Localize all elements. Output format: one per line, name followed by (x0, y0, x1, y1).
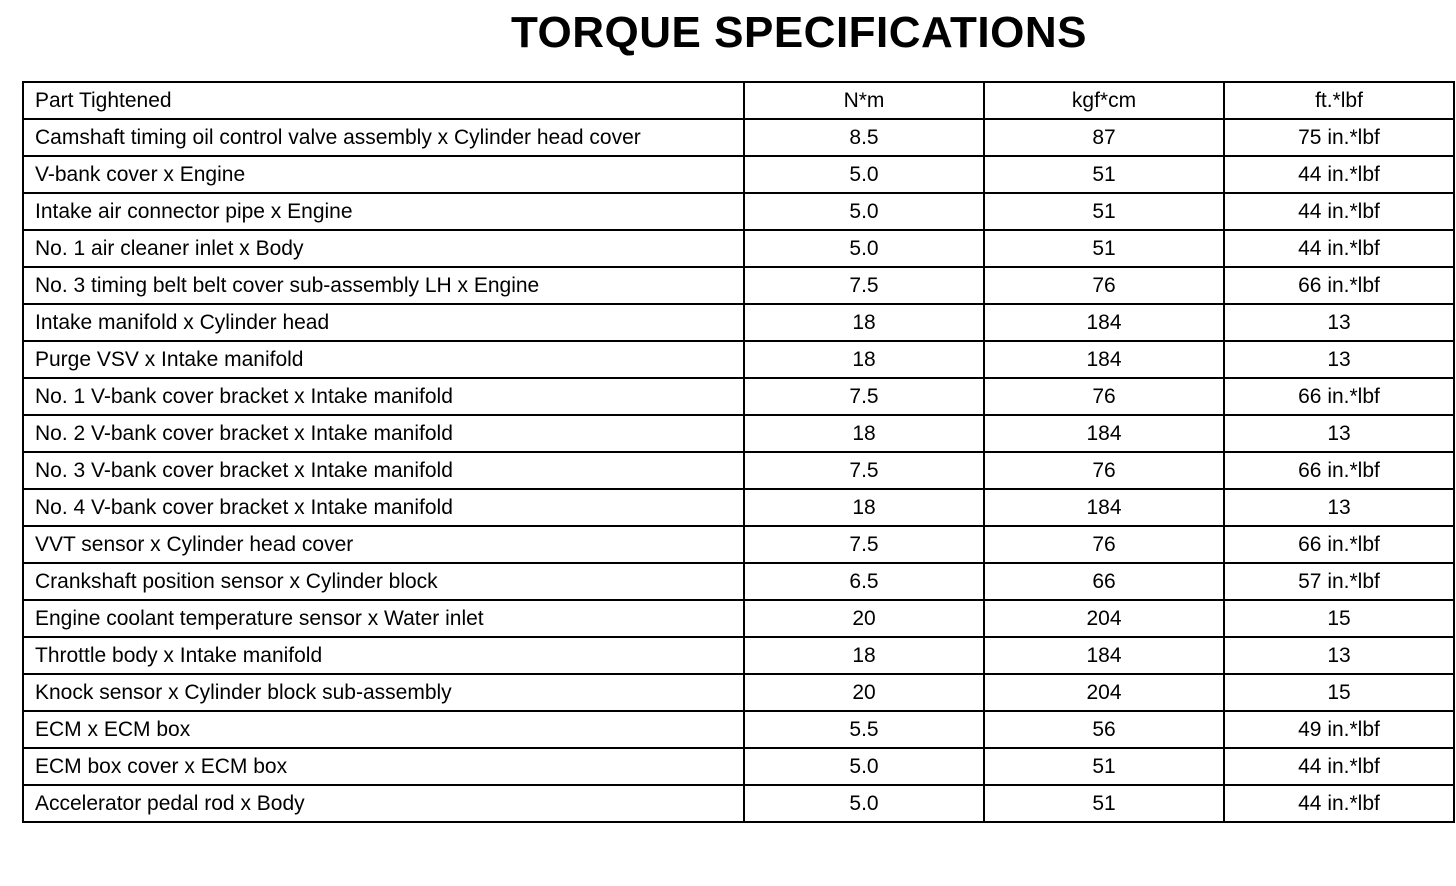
cell-ftlbf: 13 (1224, 341, 1454, 378)
cell-kgf: 184 (984, 637, 1224, 674)
cell-kgf: 51 (984, 193, 1224, 230)
cell-kgf: 51 (984, 748, 1224, 785)
cell-nm: 6.5 (744, 563, 984, 600)
cell-nm: 18 (744, 415, 984, 452)
cell-kgf: 204 (984, 674, 1224, 711)
cell-part: Knock sensor x Cylinder block sub-assembly (23, 674, 744, 711)
cell-nm: 7.5 (744, 526, 984, 563)
cell-ftlbf: 15 (1224, 600, 1454, 637)
cell-part: Purge VSV x Intake manifold (23, 341, 744, 378)
cell-part: Intake air connector pipe x Engine (23, 193, 744, 230)
table-row (23, 563, 1454, 600)
cell-part: ECM box cover x ECM box (23, 748, 744, 785)
cell-ftlbf: 66 in.*lbf (1224, 526, 1454, 563)
cell-ftlbf: 13 (1224, 489, 1454, 526)
cell-nm: 7.5 (744, 267, 984, 304)
cell-kgf: 184 (984, 341, 1224, 378)
cell-kgf: 76 (984, 452, 1224, 489)
cell-part: Camshaft timing oil control valve assembly x Cylinder head cover (23, 119, 744, 156)
cell-part: No. 3 V-bank cover bracket x Intake manifold (23, 452, 744, 489)
cell-ftlbf: 44 in.*lbf (1224, 230, 1454, 267)
cell-kgf: 76 (984, 526, 1224, 563)
table-body (23, 119, 1454, 822)
table-row (23, 415, 1454, 452)
cell-part: Crankshaft position sensor x Cylinder block (23, 563, 744, 600)
column-header-nm: N*m (744, 82, 984, 119)
cell-kgf: 204 (984, 600, 1224, 637)
cell-ftlbf: 44 in.*lbf (1224, 156, 1454, 193)
cell-nm: 7.5 (744, 378, 984, 415)
cell-ftlbf: 49 in.*lbf (1224, 711, 1454, 748)
table-row (23, 526, 1454, 563)
cell-kgf: 51 (984, 785, 1224, 822)
cell-ftlbf: 13 (1224, 637, 1454, 674)
cell-nm: 18 (744, 341, 984, 378)
cell-nm: 18 (744, 637, 984, 674)
cell-part: Accelerator pedal rod x Body (23, 785, 744, 822)
table-row (23, 156, 1454, 193)
column-header-ftlbf: ft.*lbf (1224, 82, 1454, 119)
cell-ftlbf: 75 in.*lbf (1224, 119, 1454, 156)
table-row (23, 785, 1454, 822)
table-row (23, 600, 1454, 637)
cell-ftlbf: 13 (1224, 415, 1454, 452)
table-row (23, 304, 1454, 341)
cell-kgf: 51 (984, 230, 1224, 267)
cell-part: ECM x ECM box (23, 711, 744, 748)
cell-kgf: 51 (984, 156, 1224, 193)
column-header-kgf: kgf*cm (984, 82, 1224, 119)
cell-ftlbf: 57 in.*lbf (1224, 563, 1454, 600)
cell-ftlbf: 15 (1224, 674, 1454, 711)
cell-nm: 20 (744, 674, 984, 711)
table-row (23, 267, 1454, 304)
cell-part: Intake manifold x Cylinder head (23, 304, 744, 341)
cell-part: No. 4 V-bank cover bracket x Intake manifold (23, 489, 744, 526)
cell-nm: 7.5 (744, 452, 984, 489)
cell-ftlbf: 44 in.*lbf (1224, 785, 1454, 822)
cell-kgf: 76 (984, 378, 1224, 415)
cell-kgf: 184 (984, 489, 1224, 526)
table-row (23, 711, 1454, 748)
table-row (23, 748, 1454, 785)
cell-nm: 5.0 (744, 156, 984, 193)
cell-ftlbf: 66 in.*lbf (1224, 378, 1454, 415)
table-row (23, 378, 1454, 415)
cell-nm: 5.5 (744, 711, 984, 748)
cell-ftlbf: 66 in.*lbf (1224, 267, 1454, 304)
table-row (23, 230, 1454, 267)
cell-ftlbf: 44 in.*lbf (1224, 748, 1454, 785)
cell-part: No. 1 air cleaner inlet x Body (23, 230, 744, 267)
table-row (23, 452, 1454, 489)
cell-kgf: 87 (984, 119, 1224, 156)
table-row (23, 674, 1454, 711)
table-header-row (23, 82, 1454, 119)
torque-spec-table (22, 81, 1455, 823)
cell-nm: 5.0 (744, 748, 984, 785)
cell-part: Engine coolant temperature sensor x Water inlet (23, 600, 744, 637)
cell-kgf: 184 (984, 304, 1224, 341)
table-row (23, 193, 1454, 230)
cell-nm: 8.5 (744, 119, 984, 156)
table-row (23, 637, 1454, 674)
cell-ftlbf: 44 in.*lbf (1224, 193, 1454, 230)
column-header-part: Part Tightened (23, 82, 744, 119)
cell-nm: 5.0 (744, 785, 984, 822)
cell-part: No. 3 timing belt belt cover sub-assembly LH x Engine (23, 267, 744, 304)
cell-nm: 5.0 (744, 193, 984, 230)
cell-ftlbf: 13 (1224, 304, 1454, 341)
cell-kgf: 184 (984, 415, 1224, 452)
cell-kgf: 76 (984, 267, 1224, 304)
page-title: TORQUE SPECIFICATIONS (510, 8, 1088, 57)
cell-nm: 18 (744, 304, 984, 341)
cell-part: No. 1 V-bank cover bracket x Intake manifold (23, 378, 744, 415)
cell-nm: 20 (744, 600, 984, 637)
table-row (23, 341, 1454, 378)
cell-kgf: 56 (984, 711, 1224, 748)
table-row (23, 489, 1454, 526)
cell-nm: 18 (744, 489, 984, 526)
cell-part: Throttle body x Intake manifold (23, 637, 744, 674)
cell-nm: 5.0 (744, 230, 984, 267)
cell-kgf: 66 (984, 563, 1224, 600)
cell-ftlbf: 66 in.*lbf (1224, 452, 1454, 489)
cell-part: VVT sensor x Cylinder head cover (23, 526, 744, 563)
cell-part: No. 2 V-bank cover bracket x Intake manifold (23, 415, 744, 452)
cell-part: V-bank cover x Engine (23, 156, 744, 193)
table-row (23, 119, 1454, 156)
